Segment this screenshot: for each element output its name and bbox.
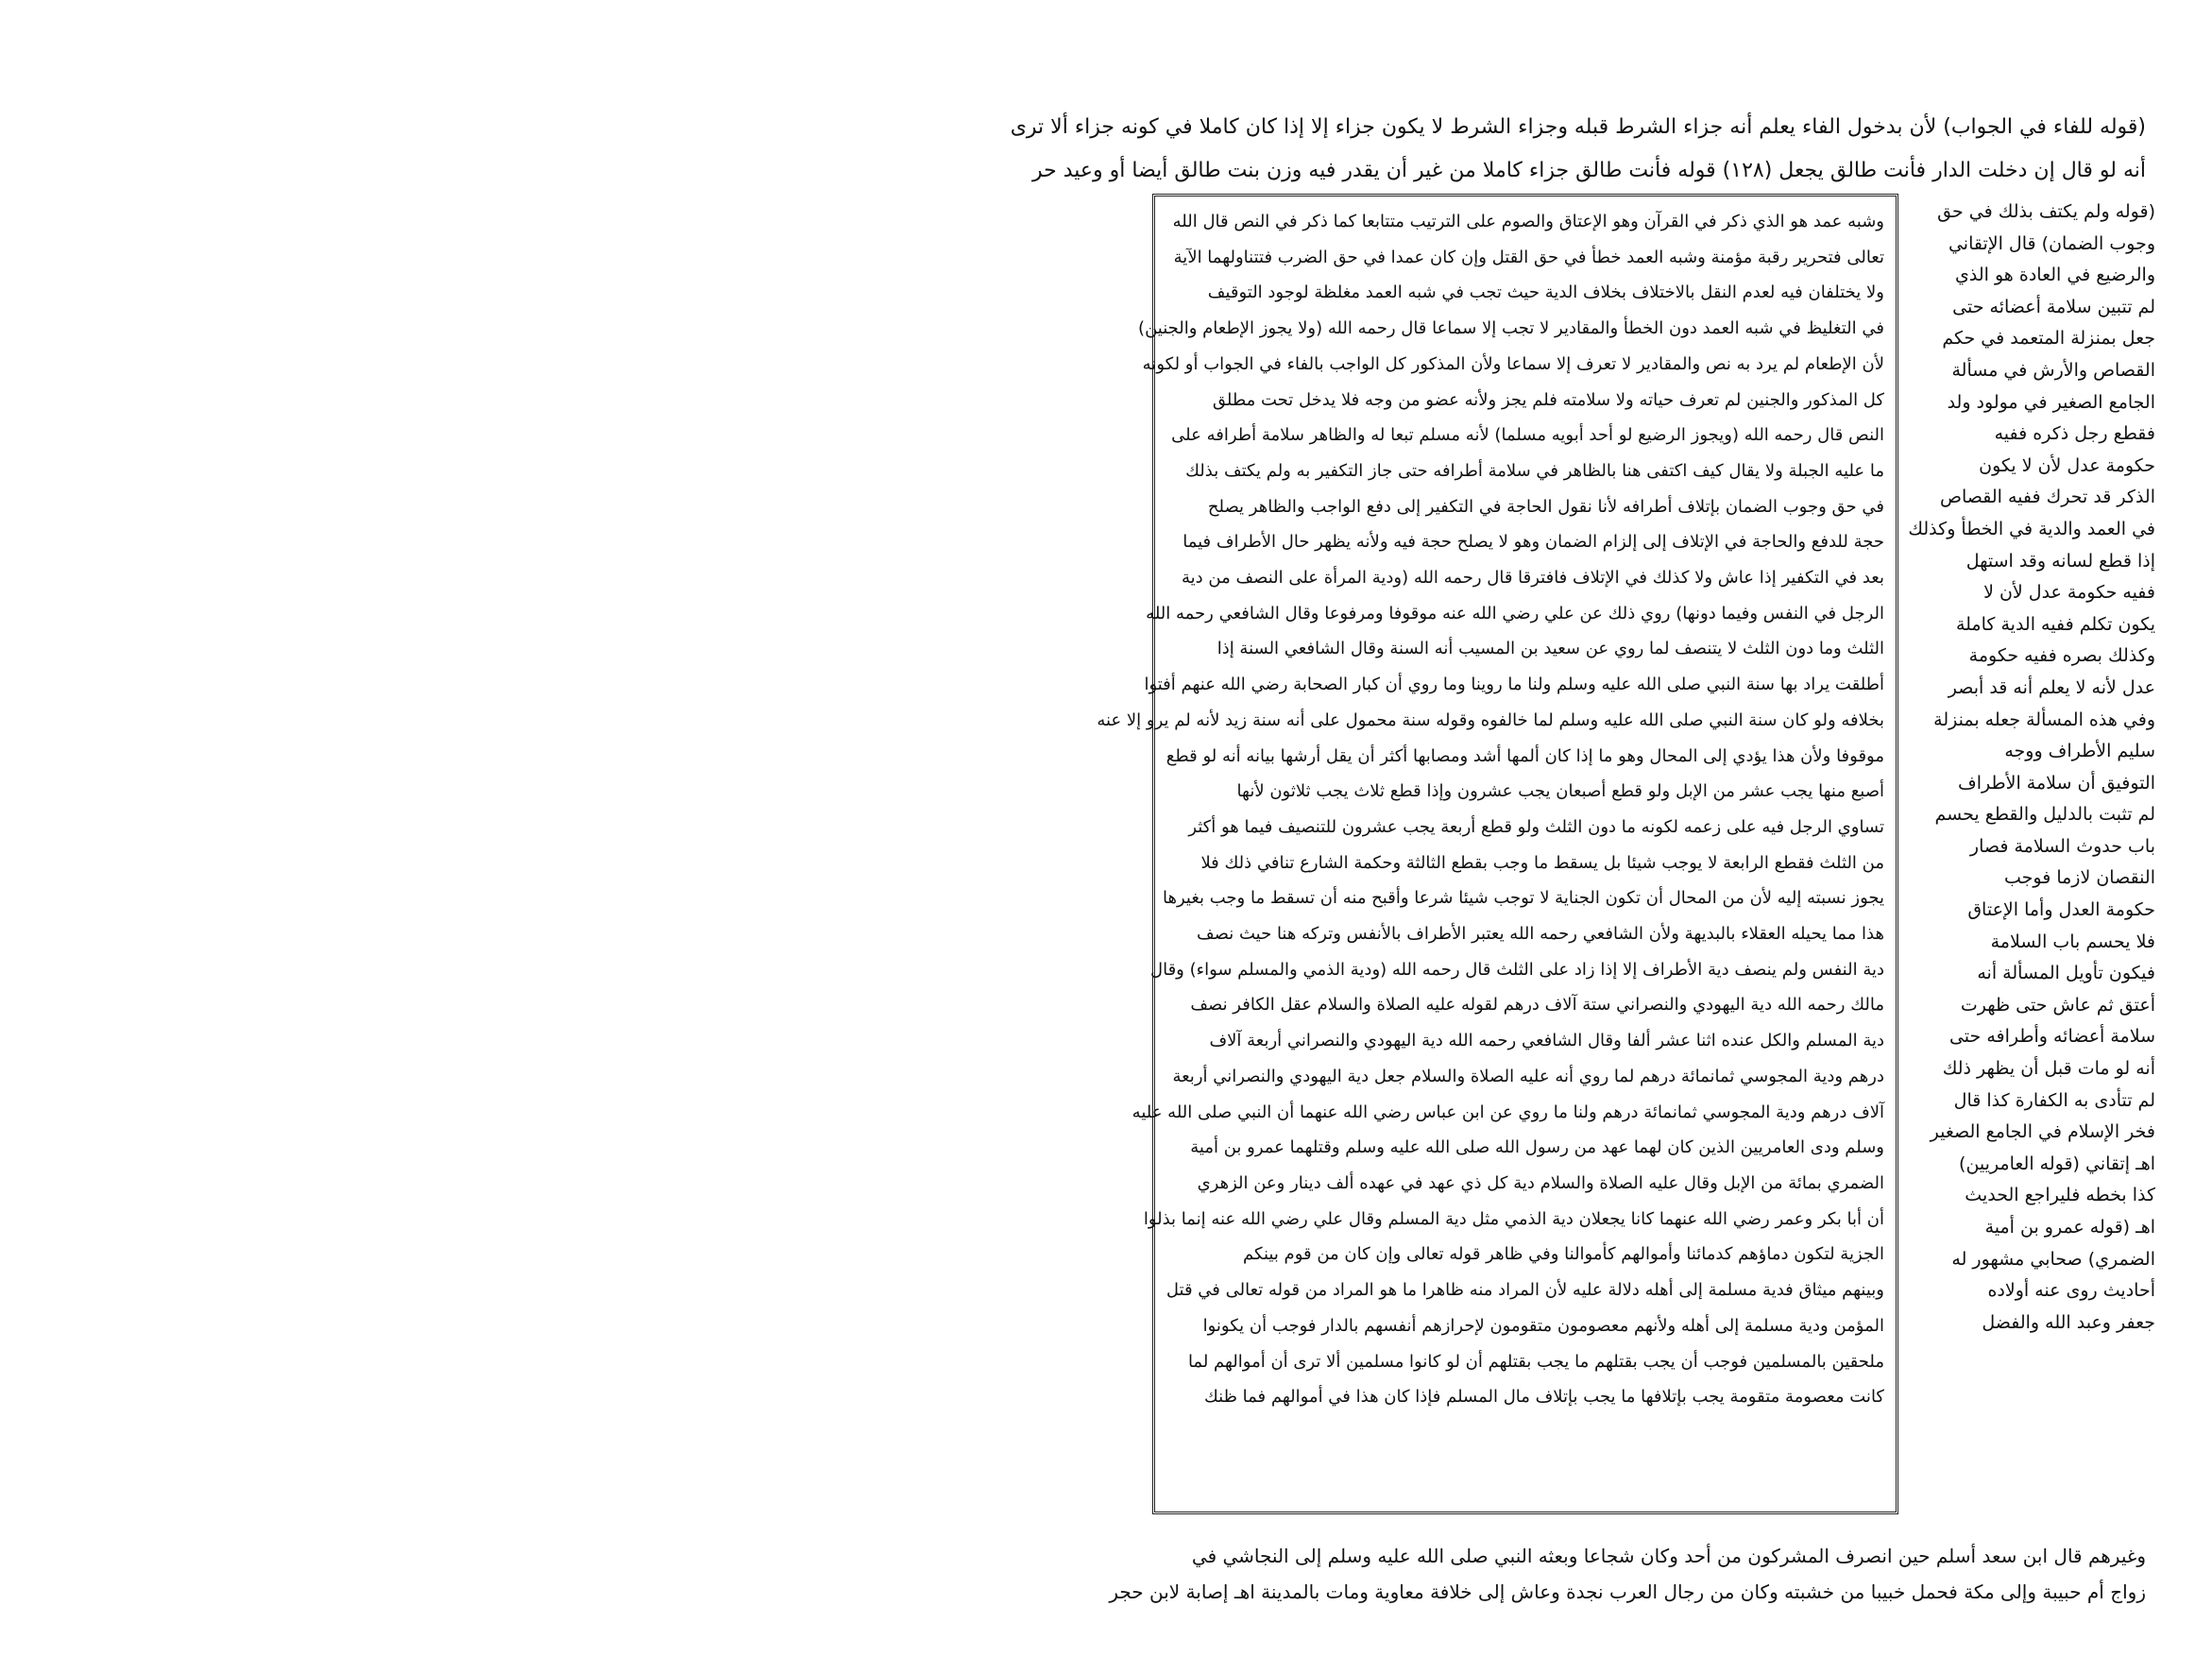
body-line: بعد في التكفير إذا عاش ولا كذلك في الإتلاف فافترقا قال رحمه الله (ودية المرأة على النصف من دية — [1181, 568, 1884, 589]
body-line: أن أبا بكر وعمر رضي الله عنهما كانا يجعلان دية الذمي مثل دية المسلم وقال علي رضي الله عنه إنما بذلوا — [1143, 1208, 1884, 1229]
margin-line: والرضيع في العادة هو الذي — [1955, 265, 2155, 286]
margin-line: حكومة عدل لأن لا يكون — [1979, 454, 2155, 476]
margin-commentary — [1908, 196, 2155, 1524]
body-line: آلاف درهم ودية المجوسي ثمانمائة درهم ولنا ما روي عن ابن عباس رضي الله عنهما أن النبي صلى الله عليه — [1132, 1102, 1884, 1122]
body-line: المؤمن ودية مسلمة إلى أهله ولأنهم معصومون متقومون لإحرازهم أنفسهم بالدار فوجب أن يكونوا — [1202, 1315, 1884, 1336]
body-line: ما عليه الجبلة ولا يقال كيف اكتفى هنا بالظاهر في سلامة أطرافه حتى جاز التكفير به ولم يكتف بذلك — [1185, 460, 1884, 481]
body-line: مالك رحمه الله دية اليهودي والنصراني ستة آلاف درهم لقوله عليه الصلاة والسلام عقل الكافر نصف — [1190, 995, 1884, 1016]
body-line: بخلافه ولو كان سنة النبي صلى الله عليه وسلم لما خالفوه وقوله سنة محمول على أنه سنة زيد لأنه لم يرو إلا عنه — [1097, 709, 1884, 730]
body-line: النص قال رحمه الله (ويجوز الرضيع لو أحد أبويه مسلما) لأنه مسلم تبعا له والظاهر سلامة أطرافه على — [1171, 425, 1884, 446]
body-line: أصبع منها يجب عشر من الإبل ولو قطع أصبعان يجب عشرون وإذا قطع ثلاث يجب ثلاثون لأنها — [1236, 781, 1884, 802]
margin-line: وفي هذه المسألة جعله بمنزلة — [1933, 709, 2155, 730]
body-line: وشبه عمد هو الذي ذكر في القرآن وهو الإعتاق والصوم على الترتيب متتابعا كما ذكر في النص قال الله — [1172, 212, 1884, 231]
margin-line: وكذلك بصره ففيه حكومة — [1968, 645, 2155, 667]
margin-line: ففيه حكومة عدل لأن لا — [1983, 582, 2155, 604]
body-line: الرجل في النفس وفيما دونها) روي ذلك عن علي رضي الله عنه موقوفا ومرفوعا وقال الشافعي رحمه الله — [1146, 603, 1884, 624]
margin-line: (قوله ولم يكتف بذلك في حق — [1937, 201, 2155, 222]
header-line: أنه لو قال إن دخلت الدار فأنت طالق يجعل (١٢٨) قوله فأنت طالق جزاء كاملا من غير أن يقدر فيه وزن بنت طالق أيضا أو وعيد حر — [1031, 159, 2146, 182]
body-line: دية النفس ولم ينصف دية الأطراف إلا إذا زاد على الثلث قال رحمه الله (ودية الذمي والمسلم سواء) وقال — [1150, 959, 1884, 980]
body-line: في التغليظ في شبه العمد دون الخطأ والمقادير لا تجب إلا سماعا قال رحمه الله (ولا يجوز الإطعام والجنين) — [1138, 318, 1884, 339]
margin-line: فخر الإسلام في الجامع الصغير — [1930, 1121, 2155, 1143]
page-footer — [1109, 1538, 2146, 1610]
margin-line: التوفيق أن سلامة الأطراف — [1958, 772, 2155, 794]
body-line: وبينهم ميثاق فدية مسلمة إلى أهله دلالة عليه لأن المراد منه ظاهرا ما هو المراد من قوله تعالى في قتل — [1166, 1280, 1884, 1301]
body-line: ملحقين بالمسلمين فوجب أن يجب بقتلهم ما يجب بقتلهم أن لو كانوا مسلمين ألا ترى أن أموالهم لما — [1187, 1351, 1884, 1372]
body-line: كل المذكور والجنين لم تعرف حياته ولا سلامته فلم يجز ولأنه عضو من وجه فلا يدخل تحت مطلق — [1212, 389, 1884, 410]
margin-line: فقطع رجل ذكره ففيه — [1994, 423, 2155, 445]
margin-line: النقصان لازما فوجب — [2004, 867, 2155, 889]
margin-line: أحاديث روى عنه أولاده — [1987, 1280, 2155, 1302]
body-line: الثلث وما دون الثلث لا يتنصف لما روي عن سعيد بن المسيب أنه السنة وقال الشافعي السنة إذا — [1217, 639, 1884, 659]
margin-line: القصاص والأرش في مسألة — [1951, 359, 2155, 381]
body-line: تساوي الرجل فيه على زعمه لكونه ما دون الثلث ولو قطع أربعة يجب عشرون للتنصيف فيما هو أكثر — [1188, 816, 1884, 837]
margin-line: الجامع الصغير في مولود ولد — [1947, 391, 2155, 413]
margin-line: جعفر وعبد الله والفضل — [1982, 1311, 2155, 1333]
body-line: ولا يختلفان فيه لعدم النقل بالاختلاف بخلاف الدية حيث تجب في شبه العمد مغلظة لوجود التوقيف — [1207, 282, 1884, 303]
footer-line: وغيرهم قال ابن سعد أسلم حين انصرف المشركون من أحد وكان شجاعا وبعثه النبي صلى الله عليه وسلم إلى النجاشي في — [1191, 1545, 2146, 1567]
margin-line: لم تتبين سلامة أعضائه حتى — [1952, 296, 2155, 317]
page-header — [1010, 106, 2146, 193]
margin-line: أنه لو مات قبل أن يظهر ذلك — [1942, 1058, 2155, 1080]
margin-line: عدل لأنه لا يعلم أنه قد أبصر — [1948, 676, 2155, 698]
body-line: أطلقت يراد بها سنة النبي صلى الله عليه وسلم ولنا ما روينا وما روي أن كبار الصحابة رضي الله عنهم أفتوا — [1144, 675, 1884, 695]
footer-line: زواج أم حبيبة وإلى مكة فحمل خبيبا من خشبته وكان من رجال العرب نجدة وعاش إلى خلافة معاوية ومات بالمدينة اهـ إصابة لابن حجر — [1109, 1580, 2146, 1603]
margin-line: إذا قطع لسانه وقد استهل — [1965, 550, 2155, 572]
header-line: (قوله للفاء في الجواب) لأن بدخول الفاء يعلم أنه جزاء الشرط قبله وجزاء الشرط لا يكون جزاء إلا إذا كان كاملا في كونه جزاء ألا ترى — [1010, 115, 2146, 139]
body-line: الضمري بمائة من الإبل وقال عليه الصلاة والسلام دية كل ذي عهد في عهده ألف دينار وعن الزهري — [1197, 1172, 1884, 1193]
margin-line: الذكر قد تحرك ففيه القصاص — [1939, 487, 2155, 508]
main-text-frame — [1097, 194, 1898, 1514]
margin-line: باب حدوث السلامة فصار — [1969, 835, 2155, 857]
margin-line: وجوب الضمان) قال الإتقاني — [1948, 232, 2155, 254]
margin-line: لم تثبت بالدليل والقطع يحسم — [1934, 804, 2155, 826]
margin-line: فلا يحسم باب السلامة — [1990, 931, 2155, 952]
margin-line: أعتق ثم عاش حتى ظهرت — [1960, 994, 2155, 1016]
margin-line: كذا بخطه فليراجع الحديث — [1965, 1185, 2155, 1206]
margin-line: لم تتأدى به الكفارة كذا قال — [1953, 1089, 2155, 1111]
body-line: يجوز نسبته إليه لأن من المحال أن تكون الجناية لا توجب شيئا شرعا وأقبح منه أن تسقط ما وجب بغيرها — [1163, 888, 1884, 909]
body-line: درهم ودية المجوسي ثمانمائة درهم لما روي أنه عليه الصلاة والسلام جعل دية اليهودي والنصراني أربعة — [1172, 1066, 1884, 1086]
body-line: وسلم ودى العامريين الذين كان لهما عهد من رسول الله صلى الله عليه وسلم وقتلهما عمرو بن أمية — [1190, 1137, 1884, 1158]
body-line: في حق وجوب الضمان بإتلاف أطرافه لأنا نقول الحاجة في التكفير إلى دفع الواجب والظاهر يصلح — [1207, 496, 1884, 517]
margin-line: في العمد والدية في الخطأ وكذلك — [1908, 518, 2155, 539]
body-line — [1166, 1451, 1884, 1487]
margin-line: سلامة أعضائه وأطرافه حتى — [1948, 1026, 2155, 1048]
body-line: تعالى فتحرير رقبة مؤمنة وشبه العمد خطأ في حق القتل وإن كان عمدا في حق الضرب فتتناولهما الآية — [1173, 247, 1884, 267]
margin-line: جعل بمنزلة المتعمد في حكم — [1942, 328, 2155, 350]
margin-line: اهـ إتقاني (قوله العامريين) — [1959, 1153, 2155, 1174]
body-line: حجة للدفع والحاجة في الإتلاف إلى إلزام الضمان وهو لا يصلح حجة فيه ولأنه يظهر حال الأطراف فيما — [1183, 532, 1884, 553]
margin-line: فيكون تأويل المسألة أنه — [1977, 963, 2155, 984]
body-line: موقوفا ولأن هذا يؤدي إلى المحال وهو ما إذا كان ألمها أشد ومصابها أكثر أن يقل أرشها بيانه أنه لو قطع — [1166, 745, 1884, 766]
margin-line: اهـ (قوله عمرو بن أمية — [1984, 1217, 2155, 1238]
body-line: من الثلث فقطع الرابعة لا يوجب شيئا بل يسقط ما وجب بقطع الثالثة وحكمة الشارع تنافي ذلك فلا — [1200, 852, 1884, 873]
margin-line: حكومة العدل وأما الإعتاق — [1967, 899, 2155, 921]
margin-line: يكون تكلم ففيه الدية كاملة — [1955, 613, 2155, 635]
margin-line: الضمري) صحابي مشهور له — [1951, 1248, 2155, 1270]
body-line: دية المسلم والكل عنده اثنا عشر ألفا وقال الشافعي رحمه الله دية اليهودي والنصراني أربعة آلاف — [1209, 1031, 1884, 1051]
body-line: كانت معصومة متقومة يجب بإتلافها ما يجب بإتلاف مال المسلم فإذا كان هذا في أموالهم فما ظنك — [1204, 1387, 1884, 1408]
body-line: الجزية لتكون دماؤهم كدمائنا وأموالهم كأموالنا وفي ظاهر قوله تعالى وإن كان من قوم بينكم — [1243, 1244, 1884, 1265]
body-line: لأن الإطعام لم يرد به نص والمقادير لا تعرف إلا سماعا ولأن المذكور كل الواجب بالفاء في الجواب أو لكونه — [1142, 353, 1884, 374]
body-line: هذا مما يحيله العقلاء بالبديهة ولأن الشافعي رحمه الله يعتبر الأطراف بالأنفس وتركه هنا حيث نصف — [1197, 924, 1884, 945]
body-line — [1166, 1415, 1884, 1451]
margin-line: سليم الأطراف ووجه — [2004, 741, 2155, 762]
